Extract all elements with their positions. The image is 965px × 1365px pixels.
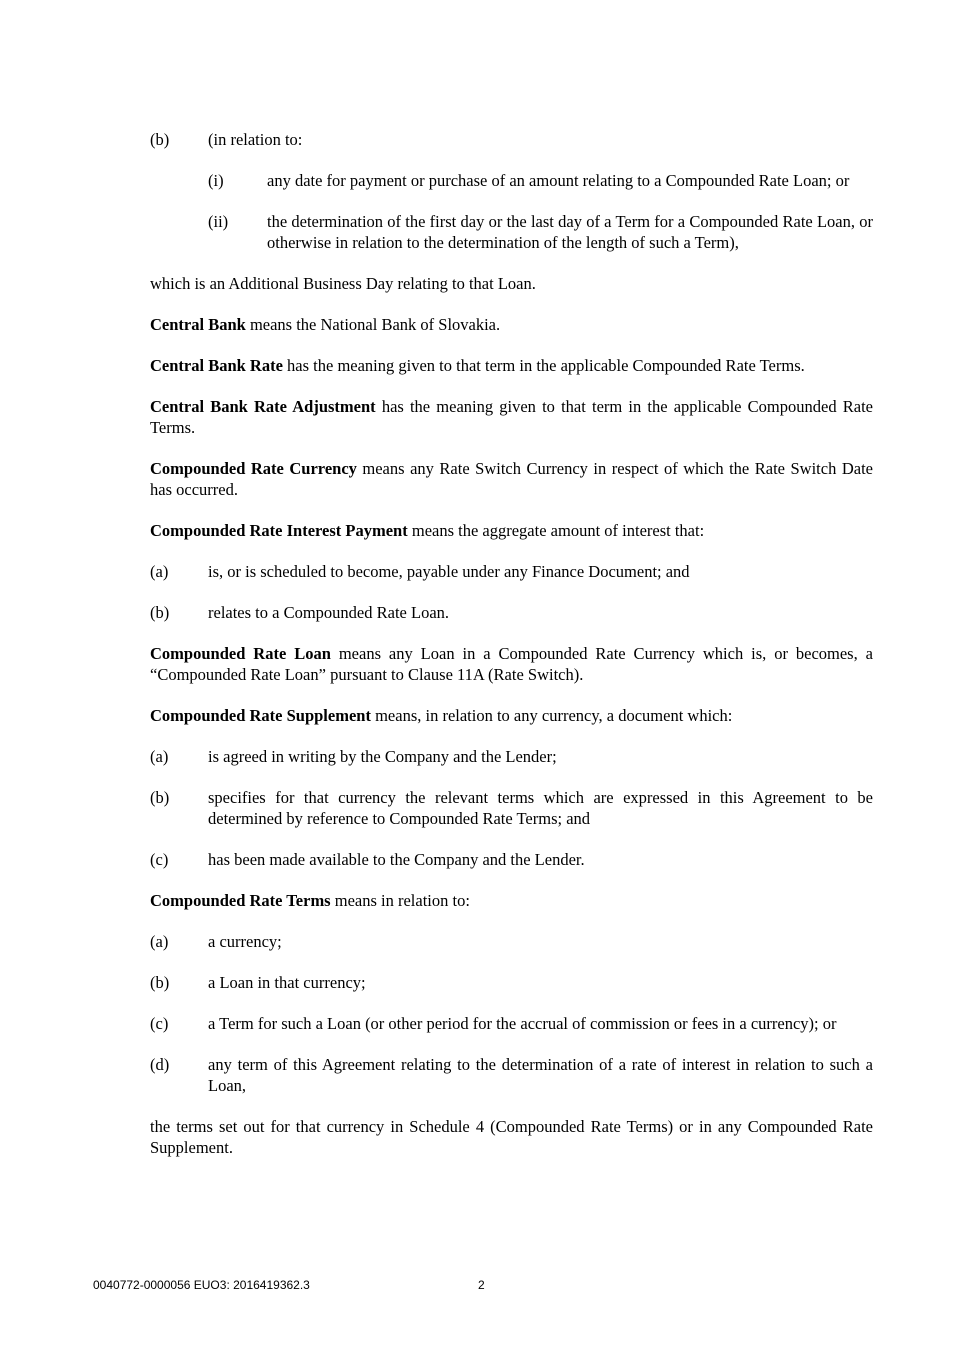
definition-text: means the aggregate amount of interest that: xyxy=(407,521,705,540)
list-item xyxy=(150,849,873,870)
item-text: (in relation to: xyxy=(208,130,303,149)
definition-text: has the meaning given to that term in the applicable Compounded Rate Terms. xyxy=(282,356,805,375)
definition-compounded-rate-terms xyxy=(150,890,873,911)
list-item xyxy=(150,602,873,623)
paragraph: the terms set out for that currency in Schedule 4 (Compounded Rate Terms) or in any Compounded Rate Supplement. xyxy=(150,1117,873,1157)
list-item xyxy=(150,1013,873,1034)
item-text: has been made available to the Company and the Lender. xyxy=(208,850,585,869)
defined-term: Central Bank xyxy=(150,315,246,334)
item-number: (c) xyxy=(150,1014,169,1033)
definition-central-bank-rate-adjustment xyxy=(150,396,873,438)
list-item xyxy=(150,972,873,993)
item-number: (b) xyxy=(150,788,170,807)
definition-compounded-rate-interest-payment xyxy=(150,520,873,541)
definition-central-bank xyxy=(150,314,873,335)
definition-compounded-rate-currency xyxy=(150,458,873,500)
footer-page-number: 2 xyxy=(478,1278,485,1292)
list-item xyxy=(150,129,873,150)
item-text: any term of this Agreement relating to the determination of a rate of interest in relation to such a Loan, xyxy=(208,1055,873,1095)
item-text: a currency; xyxy=(208,932,282,951)
definition-text: has the meaning given to that term in the applicable Compounded Rate Terms. xyxy=(150,397,873,437)
definition-text: means, in relation to any currency, a document which: xyxy=(370,706,733,725)
defined-term: Compounded Rate Terms xyxy=(150,891,331,910)
defined-term: Central Bank Rate xyxy=(150,356,283,375)
item-number: (i) xyxy=(208,171,224,190)
item-text: relates to a Compounded Rate Loan. xyxy=(208,603,450,622)
definition-text: means any Loan in a Compounded Rate Currency which is, or becomes, a “Compounded Rate Loan” pursuant to Clause 11A (Rate Switch). xyxy=(150,644,873,684)
definition-compounded-rate-supplement xyxy=(150,705,873,726)
item-number: (a) xyxy=(150,747,169,766)
list-item xyxy=(150,1054,873,1096)
item-number: (b) xyxy=(150,130,170,149)
item-text: any date for payment or purchase of an amount relating to a Compounded Rate Loan; or xyxy=(267,171,850,190)
item-number: (b) xyxy=(150,603,170,622)
defined-term: Compounded Rate Supplement xyxy=(150,706,371,725)
item-text: is, or is scheduled to become, payable under any Finance Document; and xyxy=(208,562,690,581)
defined-term: Compounded Rate Loan xyxy=(150,644,331,663)
definition-text: means the National Bank of Slovakia. xyxy=(245,315,501,334)
paragraph: which is an Additional Business Day relating to that Loan. xyxy=(150,274,536,293)
definition-text: means any Rate Switch Currency in respect of which the Rate Switch Date has occurred. xyxy=(150,459,873,499)
footer-document-reference: 0040772-0000056 EUO3: 2016419362.3 xyxy=(93,1278,310,1292)
item-number: (a) xyxy=(150,932,169,951)
sub-list-item xyxy=(208,170,873,191)
list-item xyxy=(150,787,873,829)
definition-compounded-rate-loan xyxy=(150,643,873,685)
definition-text: means in relation to: xyxy=(330,891,470,910)
sub-list-item xyxy=(208,211,873,253)
defined-term: Compounded Rate Currency xyxy=(150,459,357,478)
list-item xyxy=(150,561,873,582)
definition-central-bank-rate xyxy=(150,355,873,376)
item-number: (d) xyxy=(150,1055,170,1074)
item-number: (a) xyxy=(150,562,169,581)
list-item xyxy=(150,931,873,952)
item-text: a Term for such a Loan (or other period for the accrual of commission or fees in a currency); or xyxy=(208,1014,837,1033)
item-text: a Loan in that currency; xyxy=(208,973,366,992)
item-text: the determination of the first day or the last day of a Term for a Compounded Rate Loan, or otherwise in relation to the determination of the length of such a Term), xyxy=(267,212,873,252)
item-number: (ii) xyxy=(208,212,229,231)
item-text: is agreed in writing by the Company and the Lender; xyxy=(208,747,557,766)
item-text: specifies for that currency the relevant terms which are expressed in this Agreement to be determined by reference to Compounded Rate Terms; and xyxy=(208,788,873,828)
defined-term: Central Bank Rate Adjustment xyxy=(150,397,376,416)
item-number: (c) xyxy=(150,850,169,869)
defined-term: Compounded Rate Interest Payment xyxy=(150,521,408,540)
list-item xyxy=(150,746,873,767)
item-number: (b) xyxy=(150,973,170,992)
document-page xyxy=(150,129,873,1178)
